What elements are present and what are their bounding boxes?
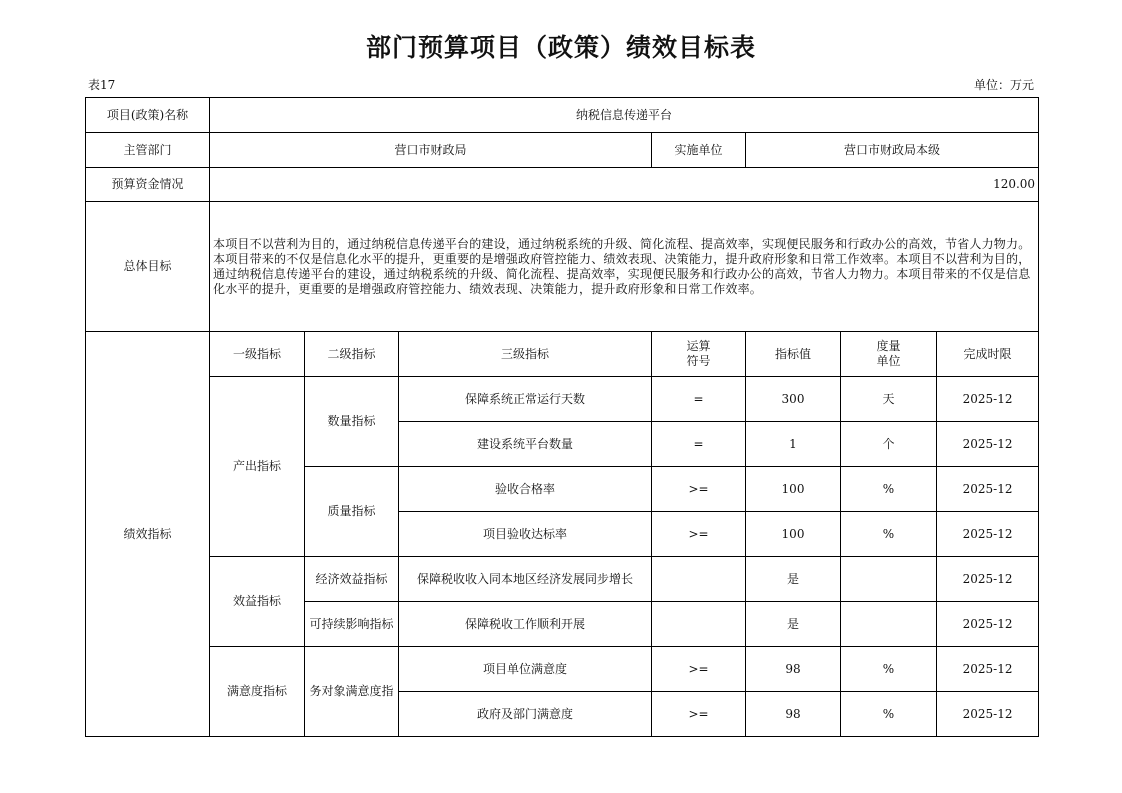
indicator-value: 98 <box>746 647 841 692</box>
dept-value: 营口市财政局 <box>210 133 652 168</box>
header-operator <box>652 332 746 377</box>
perf-label: 绩效指标 <box>86 332 210 737</box>
indicator-deadline: 2025-12 <box>937 467 1039 512</box>
header-level3: 三级指标 <box>399 332 652 377</box>
header-level2: 二级指标 <box>305 332 399 377</box>
indicator-value: 100 <box>746 512 841 557</box>
indicator-name: 项目单位满意度 <box>399 647 652 692</box>
indicator-name: 保障税收收入同本地区经济发展同步增长 <box>399 557 652 602</box>
group-quantity: 数量指标 <box>305 377 399 467</box>
indicator-operator: = <box>652 377 746 422</box>
group-economic: 经济效益指标 <box>305 557 399 602</box>
indicator-unit <box>841 602 937 647</box>
indicator-operator <box>652 557 746 602</box>
header-operator-line1: 运算 <box>686 339 711 353</box>
budget-label: 预算资金情况 <box>86 168 210 202</box>
header-unit-line1: 度量 <box>876 339 901 353</box>
indicator-deadline: 2025-12 <box>937 557 1039 602</box>
indicator-value: 是 <box>746 557 841 602</box>
goal-label: 总体目标 <box>86 202 210 332</box>
indicator-deadline: 2025-12 <box>937 512 1039 557</box>
header-level1: 一级指标 <box>210 332 305 377</box>
indicator-value: 300 <box>746 377 841 422</box>
header-deadline: 完成时限 <box>937 332 1039 377</box>
indicator-operator: >= <box>652 692 746 737</box>
group-quality: 质量指标 <box>305 467 399 557</box>
indicator-name: 保障税收工作顺利开展 <box>399 602 652 647</box>
group-sustain: 可持续影响指标 <box>305 602 399 647</box>
indicator-name: 建设系统平台数量 <box>399 422 652 467</box>
indicator-name: 政府及部门满意度 <box>399 692 652 737</box>
goal-text: 本项目不以营利为目的，通过纳税信息传递平台的建设，通过纳税系统的升级、简化流程、提高效率，实现便民服务和行政办公的高效，节省人力物力。本项目带来的不仅是信息化水平的提升，更重要的是增强政府管控能力、绩效表现、决策能力，提升政府形象和日常工作效率。本项目不以营利为目的，通过纳税信息传递平台的建设，通过纳税系统的升级、简化流程、提高效率，实现便民服务和行政办公的高效，节省人力物力。本项目带来的不仅是信息化水平的提升，更重要的是增强政府管控能力、绩效表现、决策能力，提升政府形象和日常工作效率。 <box>210 202 1039 332</box>
indicator-unit: 个 <box>841 422 937 467</box>
indicator-operator <box>652 602 746 647</box>
indicator-unit: % <box>841 467 937 512</box>
project-name-label: 项目(政策)名称 <box>86 98 210 133</box>
indicator-value: 100 <box>746 467 841 512</box>
table-row <box>86 377 1039 422</box>
performance-target-table <box>85 97 1039 737</box>
impl-label: 实施单位 <box>652 133 746 168</box>
indicator-name: 保障系统正常运行天数 <box>399 377 652 422</box>
indicator-deadline: 2025-12 <box>937 647 1039 692</box>
indicator-deadline: 2025-12 <box>937 602 1039 647</box>
indicator-unit: % <box>841 692 937 737</box>
page-title: 部门预算项目（政策）绩效目标表 <box>365 33 756 62</box>
group-satisfaction: 满意度指标 <box>210 647 305 737</box>
indicator-deadline: 2025-12 <box>937 377 1039 422</box>
impl-value: 营口市财政局本级 <box>746 133 1039 168</box>
indicator-value: 98 <box>746 692 841 737</box>
indicator-unit: % <box>841 647 937 692</box>
group-benefit: 效益指标 <box>210 557 305 647</box>
table-row <box>86 647 1039 692</box>
indicator-header-row <box>86 332 1039 377</box>
indicator-unit: % <box>841 512 937 557</box>
indicator-unit <box>841 557 937 602</box>
indicator-name: 验收合格率 <box>399 467 652 512</box>
table-row <box>86 557 1039 602</box>
budget-value: 120.00 <box>210 168 1039 202</box>
indicator-value: 是 <box>746 602 841 647</box>
budget-row <box>86 168 1039 202</box>
header-value: 指标值 <box>746 332 841 377</box>
unit-label: 单位：万元 <box>973 78 1034 92</box>
indicator-operator: >= <box>652 467 746 512</box>
header-operator-line2: 符号 <box>686 354 711 368</box>
group-service-object: 务对象满意度指 <box>305 647 399 737</box>
project-name-row <box>86 98 1039 133</box>
indicator-operator: = <box>652 422 746 467</box>
indicator-deadline: 2025-12 <box>937 422 1039 467</box>
table-number: 表17 <box>88 78 116 92</box>
indicator-operator: >= <box>652 647 746 692</box>
project-name-value: 纳税信息传递平台 <box>210 98 1039 133</box>
header-unit <box>841 332 937 377</box>
indicator-name: 项目验收达标率 <box>399 512 652 557</box>
group-output: 产出指标 <box>210 377 305 557</box>
goal-row <box>86 202 1039 332</box>
indicator-unit: 天 <box>841 377 937 422</box>
department-row <box>86 133 1039 168</box>
indicator-value: 1 <box>746 422 841 467</box>
indicator-operator: >= <box>652 512 746 557</box>
header-unit-line2: 单位 <box>876 354 901 368</box>
dept-label: 主管部门 <box>86 133 210 168</box>
indicator-deadline: 2025-12 <box>937 692 1039 737</box>
